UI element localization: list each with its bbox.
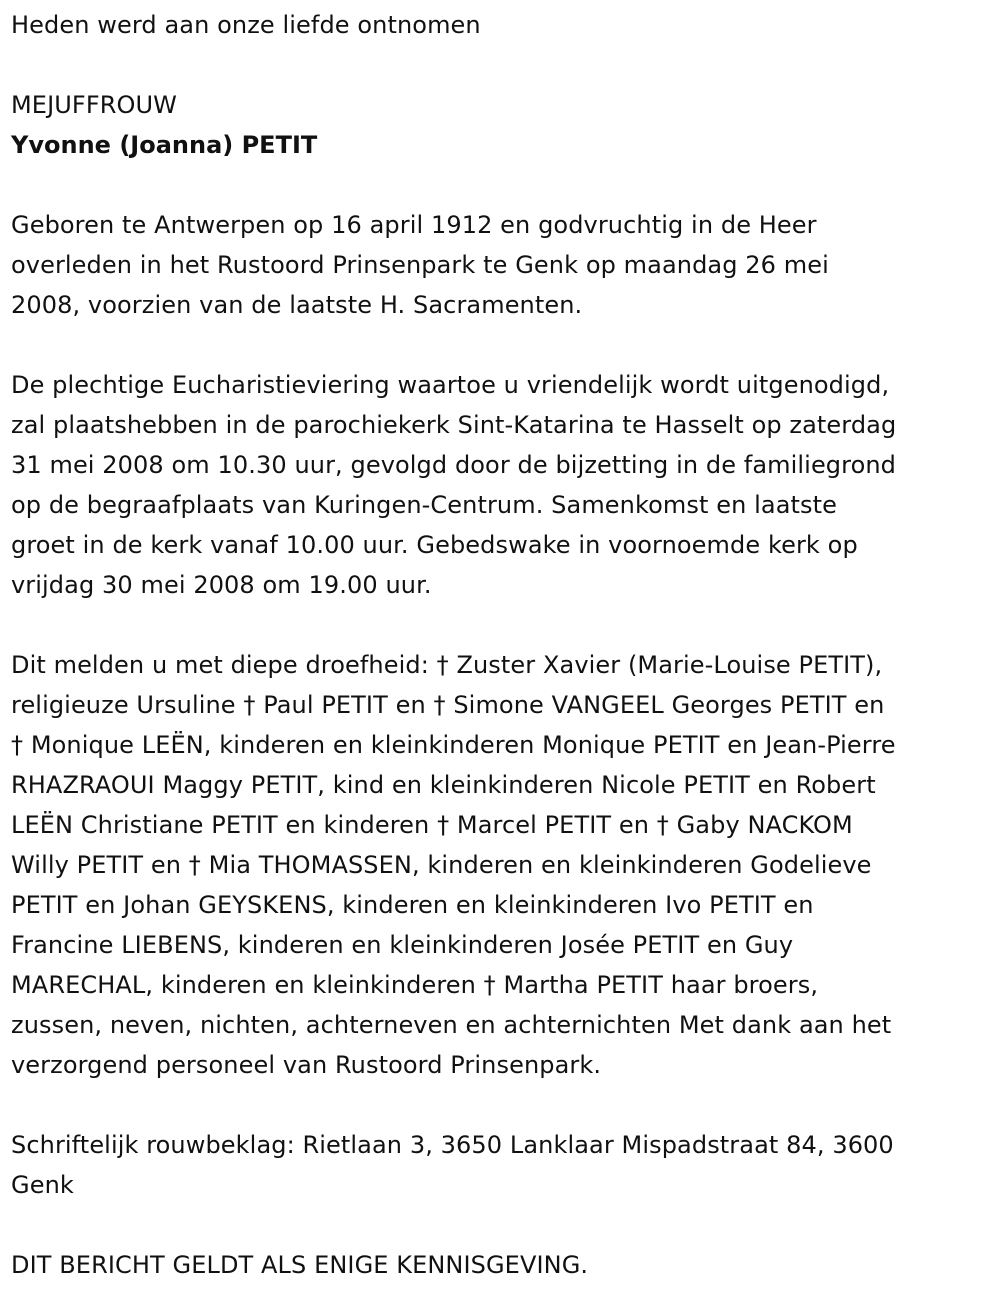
paragraph-line: 31 mei 2008 om 10.30 uur, gevolgd door de bijzetting in de familiegrond [11, 451, 897, 479]
paragraph-line: Schriftelijk rouwbeklag: Rietlaan 3, 3650 Lanklaar Mispadstraat 84, 3600 [11, 1131, 894, 1159]
paragraph-line: groet in de kerk vanaf 10.00 uur. Gebedswake in voornoemde kerk op [11, 531, 858, 559]
paragraph-line: Genk [11, 1171, 74, 1199]
paragraph-line: verzorgend personeel van Rustoord Prinsenpark. [11, 1051, 602, 1079]
birth-death-paragraph [11, 205, 991, 325]
paragraph-line: PETIT en Johan GEYSKENS, kinderen en kleinkinderen Ivo PETIT en [11, 891, 814, 919]
paragraph-line: zussen, neven, nichten, achterneven en achternichten Met dank aan het [11, 1011, 892, 1039]
paragraph-line: zal plaatshebben in de parochiekerk Sint-Katarina te Hasselt op zaterdag [11, 411, 897, 439]
paragraph-line: religieuze Ursuline † Paul PETIT en † Simone VANGEEL Georges PETIT en [11, 691, 885, 719]
paragraph-line: RHAZRAOUI Maggy PETIT, kind en kleinkinderen Nicole PETIT en Robert [11, 771, 876, 799]
paragraph-line: Geboren te Antwerpen op 16 april 1912 en godvruchtig in de Heer [11, 211, 817, 239]
paragraph-line: 2008, voorzien van de laatste H. Sacramenten. [11, 291, 583, 319]
deceased-name: Yvonne (Joanna) PETIT [11, 131, 318, 159]
paragraph-line: op de begraafplaats van Kuringen-Centrum. Samenkomst en laatste [11, 491, 838, 519]
spacer [11, 1085, 991, 1125]
spacer [11, 1205, 991, 1245]
paragraph-line: MARECHAL, kinderen en kleinkinderen † Martha PETIT haar broers, [11, 971, 819, 999]
paragraph-line: overleden in het Rustoord Prinsenpark te Genk op maandag 26 mei [11, 251, 829, 279]
spacer [11, 165, 991, 205]
paragraph-line: † Monique LEËN, kinderen en kleinkinderen Monique PETIT en Jean-Pierre [11, 731, 896, 759]
paragraph-line: Dit melden u met diepe droefheid: † Zuster Xavier (Marie-Louise PETIT), [11, 651, 883, 679]
intro-text: Heden werd aan onze liefde ontnomen [11, 11, 481, 39]
paragraph-line: LEËN Christiane PETIT en kinderen † Marcel PETIT en † Gaby NACKOM [11, 811, 853, 839]
paragraph-line: De plechtige Eucharistieviering waartoe u vriendelijk wordt uitgenodigd, [11, 371, 890, 399]
spacer [11, 45, 991, 85]
closing-statement: DIT BERICHT GELDT ALS ENIGE KENNISGEVING. [11, 1251, 589, 1279]
paragraph-line: Francine LIEBENS, kinderen en kleinkinderen Josée PETIT en Guy [11, 931, 794, 959]
spacer [11, 605, 991, 645]
honorific: MEJUFFROUW [11, 91, 177, 119]
paragraph-line: Willy PETIT en † Mia THOMASSEN, kinderen en kleinkinderen Godelieve [11, 851, 872, 879]
family-paragraph [11, 645, 991, 1085]
condolence-paragraph [11, 1125, 991, 1205]
paragraph-line: vrijdag 30 mei 2008 om 19.00 uur. [11, 571, 432, 599]
spacer [11, 325, 991, 365]
obituary-notice [11, 5, 991, 1285]
ceremony-paragraph [11, 365, 991, 605]
